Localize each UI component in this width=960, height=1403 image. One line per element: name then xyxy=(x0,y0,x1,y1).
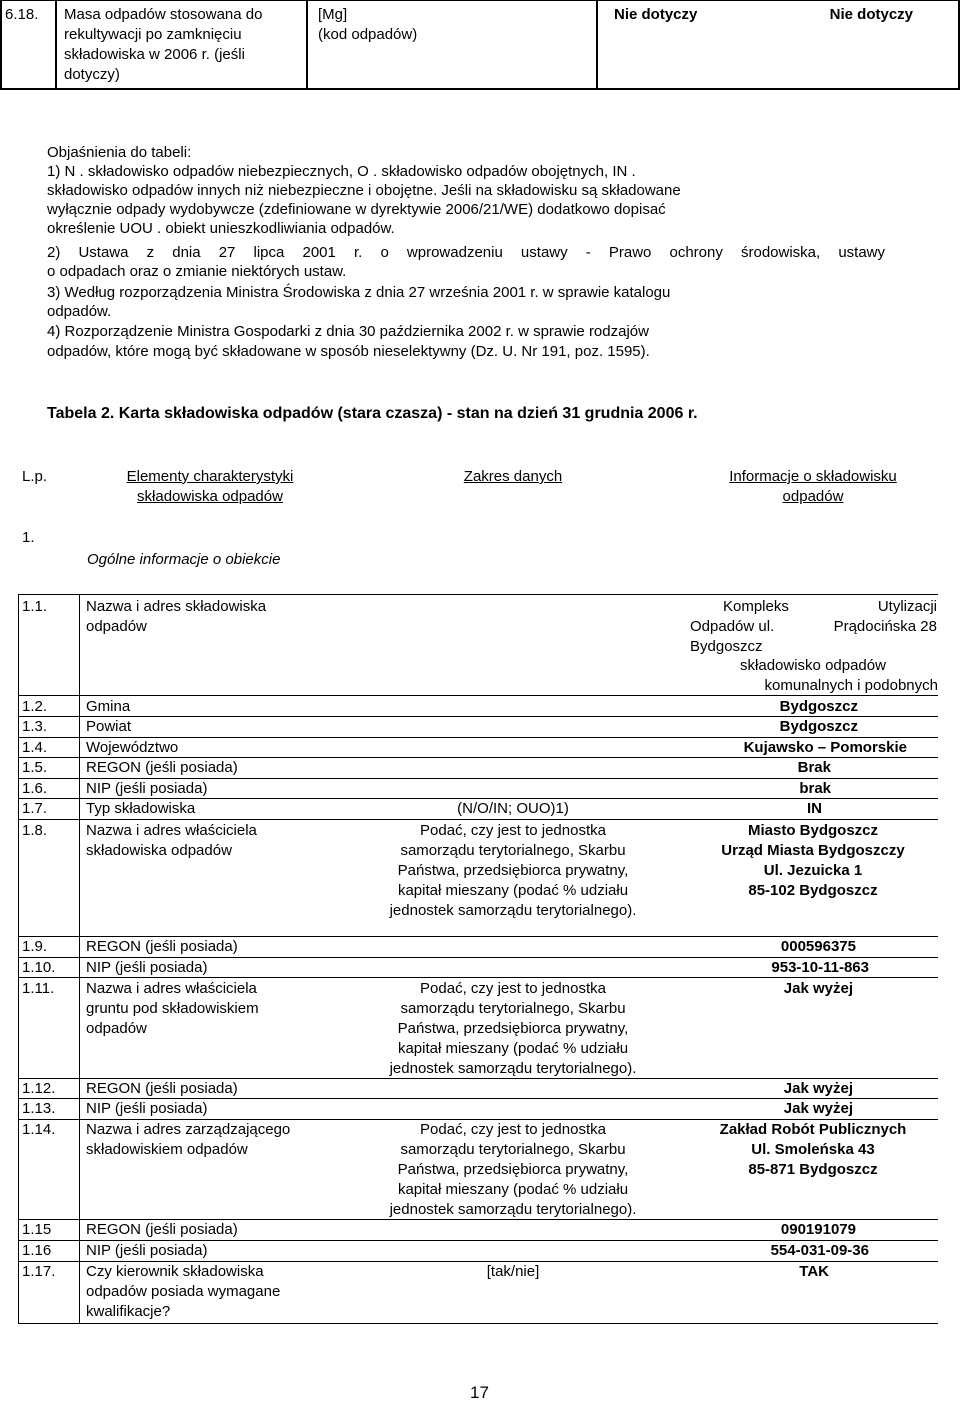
info-line: Miasto Bydgoszcz xyxy=(747,822,879,839)
row-lp: 1.9. xyxy=(22,938,48,955)
scope-line: Podać, czy jest to jednostka xyxy=(420,822,606,839)
row-info: Jak wyżej xyxy=(783,1080,853,1097)
note-line: 1) N . składowisko odpadów niebezpiecznych, O . składowisko odpadów obojętnych, IN . xyxy=(47,163,636,180)
header-info xyxy=(688,467,938,507)
row-label: Gmina xyxy=(86,698,131,715)
info-line: 85-871 Bydgoszcz xyxy=(748,1161,878,1178)
row-info: IN xyxy=(807,800,822,817)
row-info: Bydgoszcz xyxy=(779,718,858,735)
section-number: 1. xyxy=(22,529,35,546)
row-label: NIP (jeśli posiada) xyxy=(86,780,208,797)
row-label: Nazwa i adres składowiska xyxy=(86,598,267,615)
owner-scope xyxy=(355,821,671,921)
header-elements xyxy=(100,467,320,507)
row-lp: 1.4. xyxy=(22,739,48,756)
info-line: Urząd Miasta Bydgoszczy xyxy=(721,842,905,859)
row-lp: 1.14. xyxy=(22,1121,56,1138)
notes-heading: Objaśnienia do tabeli: xyxy=(47,144,192,161)
rule xyxy=(55,0,57,90)
note-line: o odpadach oraz o zmianie niektórych ustaw. xyxy=(47,263,347,280)
row-label: REGON (jeśli posiada) xyxy=(86,1221,238,1238)
note-line: składowisko odpadów innych niż niebezpieczne i obojętne. Jeśli na składowisku są składowane xyxy=(47,182,681,199)
scope-line: Państwa, przedsiębiorca prywatny, xyxy=(397,1161,629,1178)
row-label: gruntu pod składowiskiem xyxy=(86,1000,259,1017)
row-label: Typ składowiska xyxy=(86,800,196,817)
row-info: Jak wyżej xyxy=(783,980,853,997)
note-line: odpadów, które mogą być składowane w sposób nieselektywny (Dz. U. Nr 191, poz. 1595). xyxy=(47,343,650,360)
row-lp: 1.13. xyxy=(22,1100,56,1117)
row-info: składowisko odpadów xyxy=(740,657,886,674)
row-description: Masa odpadów stosowana do rekultywacji po zamknięciu składowiska w 2006 r. (jeśli dotyczy) xyxy=(64,6,263,83)
owner-scope xyxy=(355,1120,671,1220)
scope-line: kapitał mieszany (podać % udziału xyxy=(397,1181,629,1198)
rule xyxy=(18,594,938,595)
value-cell xyxy=(598,5,778,25)
row-info: 554-031-09-36 xyxy=(770,1242,869,1259)
row-info xyxy=(688,1120,938,1180)
row-label: NIP (jeśli posiada) xyxy=(86,1100,208,1117)
scope-line: Państwa, przedsiębiorca prywatny, xyxy=(397,1020,629,1037)
row-info: Bydgoszcz xyxy=(779,698,858,715)
row-info: Jak wyżej xyxy=(783,1100,853,1117)
row-lp: 1.10. xyxy=(22,959,56,976)
row-info: komunalnych i podobnych xyxy=(764,677,938,694)
value-cell: Nie dotyczy xyxy=(829,6,913,23)
row-lp: 1.7. xyxy=(22,800,48,817)
note-line: 4) Rozporządzenie Ministra Gospodarki z dnia 30 października 2002 r. w sprawie rodzajów xyxy=(47,323,649,340)
row-lp: 1.6. xyxy=(22,780,48,797)
header-scope xyxy=(400,467,626,487)
scope-line: jednostek samorządu terytorialnego). xyxy=(389,1060,637,1077)
row-info xyxy=(688,821,938,901)
row-info: 953-10-11-863 xyxy=(771,959,869,976)
scope-line: kapitał mieszany (podać % udziału xyxy=(397,1040,629,1057)
row-info: brak xyxy=(799,780,831,797)
row-label: Czy kierownik składowiska xyxy=(86,1263,264,1280)
info-line: Zakład Robót Publicznych xyxy=(719,1121,907,1138)
row-info: Brak xyxy=(797,759,831,776)
rule xyxy=(79,594,80,1324)
row-info: TAK xyxy=(799,1263,829,1280)
row-label: REGON (jeśli posiada) xyxy=(86,1080,238,1097)
scope-line: jednostek samorządu terytorialnego). xyxy=(389,1201,637,1218)
rule xyxy=(306,0,308,90)
row-info: Kompleks xyxy=(723,598,789,615)
owner-scope xyxy=(355,979,671,1079)
row-label: odpadów xyxy=(86,1020,147,1037)
scope-line: Podać, czy jest to jednostka xyxy=(420,980,606,997)
row-info: Odpadów ul. xyxy=(690,618,775,635)
row-label: składowiska odpadów xyxy=(86,842,232,859)
row-lp: 1.1. xyxy=(22,598,48,615)
row-lp: 1.15 xyxy=(22,1221,52,1238)
rule xyxy=(18,594,19,1324)
row-lp: 1.11. xyxy=(22,980,55,997)
row-label: Województwo xyxy=(86,739,179,756)
row-scope: (N/O/IN; OUO)1) xyxy=(457,800,569,817)
row-lp: 1.8. xyxy=(22,822,48,839)
page-number: 17 xyxy=(470,1383,489,1402)
row-lp: 1.16 xyxy=(22,1242,52,1259)
row-lp: 1.17. xyxy=(22,1263,56,1280)
note-line: 3) Według rozporządzenia Ministra Środowiska z dnia 27 września 2001 r. w sprawie katalogu xyxy=(47,284,671,301)
header-elements-line: Elementy charakterystyki xyxy=(126,468,294,485)
header-lp: L.p. xyxy=(22,468,48,485)
value-text: Nie dotyczy xyxy=(614,6,698,23)
row-label: Nazwa i adres zarządzającego xyxy=(86,1121,291,1138)
scope-line: samorządu terytorialnego, Skarbu xyxy=(400,1000,626,1017)
row-lp: 1.12. xyxy=(22,1080,56,1097)
info-line: Ul. Smoleńska 43 xyxy=(751,1141,875,1158)
row-info: 000596375 xyxy=(780,938,856,955)
header-scope-text: Zakres danych xyxy=(463,468,563,485)
rule xyxy=(18,819,938,820)
row-info: Bydgoszcz xyxy=(690,638,763,655)
header-info-line: Informacje o składowisku xyxy=(729,468,897,485)
row-label: odpadów xyxy=(86,618,147,635)
info-line: 85-102 Bydgoszcz xyxy=(748,882,878,899)
scope-line: samorządu terytorialnego, Skarbu xyxy=(400,842,626,859)
unit-code-label: (kod odpadów) xyxy=(318,26,418,43)
note-line: wyłącznie odpady wydobywcze (zdefiniowane w dyrektywie 2006/21/WE) dodatkowo dopisać xyxy=(47,201,666,218)
note-line: 2) Ustawa z dnia 27 lipca 2001 r. o wprowadzeniu ustawy - Prawo ochrony środowiska, ustawy xyxy=(47,244,885,261)
info-line: Ul. Jezuicka 1 xyxy=(763,862,863,879)
row-scope: [tak/nie] xyxy=(486,1263,540,1280)
scope-line: samorządu terytorialnego, Skarbu xyxy=(400,1141,626,1158)
scope-line: Państwa, przedsiębiorca prywatny, xyxy=(397,862,629,879)
rule xyxy=(0,88,960,90)
section-title: Ogólne informacje o obiekcie xyxy=(87,551,281,568)
rule xyxy=(0,0,960,1)
row-info: 090191079 xyxy=(780,1221,856,1238)
note-line: określenie UOU . obiekt unieszkodliwiania odpadów. xyxy=(47,220,395,237)
rule xyxy=(18,1323,938,1324)
row-number: 6.18. xyxy=(5,6,39,23)
scope-line: jednostek samorządu terytorialnego). xyxy=(389,902,637,919)
row-lp: 1.3. xyxy=(22,718,48,735)
rule xyxy=(0,0,2,90)
row-label: REGON (jeśli posiada) xyxy=(86,938,238,955)
row-label: składowiskiem odpadów xyxy=(86,1141,248,1158)
row-label: kwalifikacje? xyxy=(86,1303,171,1320)
table-title: Tabela 2. Karta składowiska odpadów (stara czasza) - stan na dzień 31 grudnia 2006 r. xyxy=(47,405,698,422)
row-info: Prądocińska 28 xyxy=(833,618,937,635)
scope-line: kapitał mieszany (podać % udziału xyxy=(397,882,629,899)
scope-line: Podać, czy jest to jednostka xyxy=(420,1121,606,1138)
row-label: NIP (jeśli posiada) xyxy=(86,1242,208,1259)
row-label: Nazwa i adres właściciela xyxy=(86,822,257,839)
row-label: REGON (jeśli posiada) xyxy=(86,759,238,776)
row-info: Utylizacji xyxy=(877,598,937,615)
row-info: Kujawsko – Pomorskie xyxy=(743,739,907,756)
header-info-line: odpadów xyxy=(782,488,844,505)
row-lp: 1.2. xyxy=(22,698,48,715)
row-label: odpadów posiada wymagane xyxy=(86,1283,281,1300)
header-elements-line: składowiska odpadów xyxy=(137,488,283,505)
note-line: odpadów. xyxy=(47,303,112,320)
row-label: NIP (jeśli posiada) xyxy=(86,959,208,976)
row-label: Nazwa i adres właściciela xyxy=(86,980,257,997)
row-label: Powiat xyxy=(86,718,132,735)
unit-label: [Mg] xyxy=(318,6,348,23)
row-lp: 1.5. xyxy=(22,759,48,776)
